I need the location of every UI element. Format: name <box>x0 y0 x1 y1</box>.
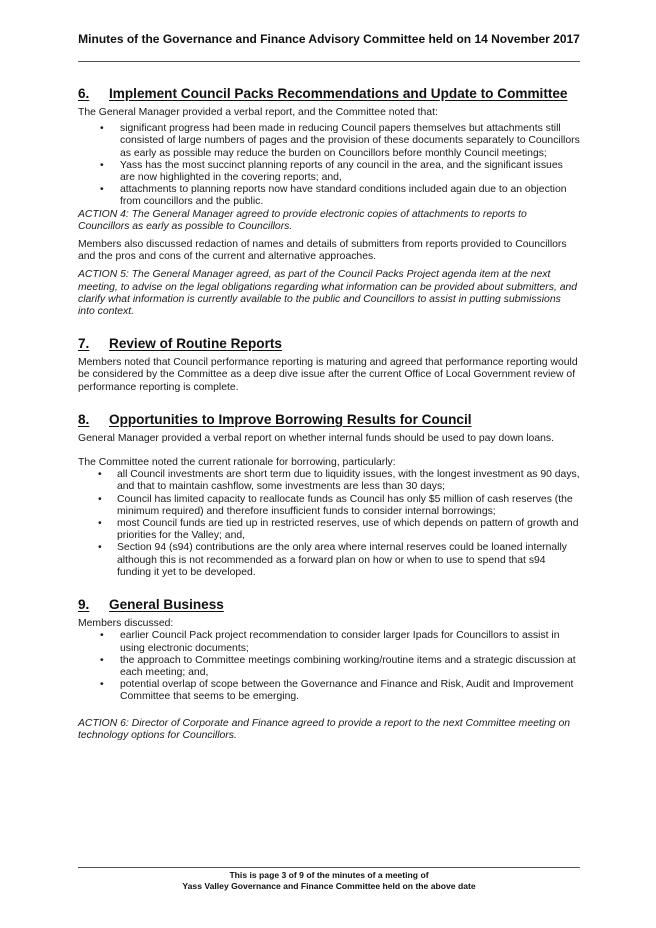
section-6-heading <box>78 86 580 102</box>
section-9-intro: Members discussed: <box>78 618 174 630</box>
list-item: • Section 94 (s94) contributions are the only area where internal reserves could be loaned internally although this is not recommended as a forward plan on how or when to use to spend that s94 funding it yet to be developed. <box>98 542 567 578</box>
bullet-glyph: • <box>100 630 104 642</box>
bullet-glyph: • <box>98 469 102 481</box>
list-item: • potential overlap of scope between the Governance and Finance and Risk, Audit and Improvement Committee that seems to be emerging. <box>100 679 574 703</box>
section-6-paragraph: Members also discussed redaction of names and details of submitters from reports provided to Councillors and the pros and cons of the current and alternative approaches. <box>78 239 567 263</box>
section-8-paragraph-1: General Manager provided a verbal report on whether internal funds should be used to pay down loans. <box>78 432 554 444</box>
section-7 <box>78 336 580 394</box>
section-8-number: 8. <box>78 411 90 427</box>
bullet-glyph: • <box>100 184 104 196</box>
bullet-glyph: • <box>98 518 102 530</box>
section-8 <box>78 412 580 579</box>
bullet-glyph: • <box>100 159 104 171</box>
section-6-intro: The General Manager provided a verbal report, and the Committee noted that: <box>78 107 438 118</box>
action-6-text: ACTION 6: Director of Corporate and Finance agreed to provide a report to the next Committee meeting on technology options for Councillors. <box>78 717 571 741</box>
list-item: • all Council investments are short term due to liquidity issues, with the longest investment as 90 days, and that to maintain cashflow, some investments are less than 30 days; <box>98 469 580 493</box>
section-9-heading <box>78 597 580 613</box>
page-header-title: Minutes of the Governance and Finance Advisory Committee held on 14 November 2017 <box>78 32 580 46</box>
list-item: • Council has limited capacity to reallocate funds as Council has only $5 million of cash reserves (the minimum required) and therefore insufficient funds to consider internal borrowings; <box>98 493 573 517</box>
section-7-title: Review of Routine Reports <box>109 336 282 352</box>
footer-line-2: Yass Valley Governance and Finance Committee held on the above date <box>182 881 476 891</box>
section-7-heading <box>78 336 580 352</box>
section-9-title: General Business <box>109 597 224 613</box>
minutes-body <box>78 86 580 742</box>
section-9-bullet-list <box>78 630 580 703</box>
section-6 <box>78 86 580 318</box>
header-divider <box>78 61 580 62</box>
action-5-text: ACTION 5: The General Manager agreed, as part of the Council Packs Project agenda item at the next meeting, to advise on the legal obligations regarding what information can be provided about submitters, and clarify what information is currently available to the public and Councillors to assist in putting submissions into context. <box>78 269 578 318</box>
list-item: • attachments to planning reports now have standard conditions included again due to an objection from councillors and the public. <box>100 184 567 208</box>
footer-line-1: This is page 3 of 9 of the minutes of a meeting of <box>229 870 429 880</box>
bullet-glyph: • <box>100 654 104 666</box>
section-6-title: Implement Council Packs Recommendations and Update to Committee <box>109 86 568 101</box>
section-7-number: 7. <box>78 336 90 352</box>
section-8-paragraph-2: The Committee noted the current rationale for borrowing, particularly: <box>78 457 396 469</box>
page-footer <box>78 870 580 892</box>
bullet-glyph: • <box>100 679 104 691</box>
footer-divider <box>78 867 580 868</box>
bullet-glyph: • <box>100 123 104 135</box>
action-4-text: ACTION 4: The General Manager agreed to provide electronic copies of attachments to reports to Councillors as early as possible to Councillors. <box>78 208 527 232</box>
bullet-glyph: • <box>98 542 102 554</box>
section-9 <box>78 597 580 742</box>
list-item: • earlier Council Pack project recommendation to consider larger Ipads for Councillors to assist in using electronic documents; <box>100 630 560 654</box>
list-item: • the approach to Committee meetings combining working/routine items and a strategic discussion at each meeting; and, <box>100 654 576 678</box>
list-item: • Yass has the most succinct planning reports of any council in the area, and the significant issues are now highlighted in the covering reports; and, <box>100 159 563 184</box>
section-6-number: 6. <box>78 86 90 101</box>
bullet-glyph: • <box>98 493 102 505</box>
section-8-heading <box>78 412 580 428</box>
list-item: • significant progress had been made in reducing Council papers themselves but attachments still consisted of large numbers of pages and the provision of these documents separately to Councillors as early as possible may reduce the burden on Councillors before monthly Council meetings; <box>100 123 580 159</box>
section-9-number: 9. <box>78 597 90 613</box>
section-6-bullet-list <box>78 123 580 208</box>
section-7-paragraph: Members noted that Council performance reporting is maturing and agreed that performance reporting would be considered by the Committee as a deep dive issue after the current Office of Local Government review of performance reporting is complete. <box>78 357 578 393</box>
section-8-title: Opportunities to Improve Borrowing Results for Council <box>109 411 472 427</box>
section-8-bullet-list <box>78 469 580 579</box>
list-item: • most Council funds are tied up in restricted reserves, use of which depends on pattern of growth and priorities for the Valley; and, <box>98 518 579 542</box>
